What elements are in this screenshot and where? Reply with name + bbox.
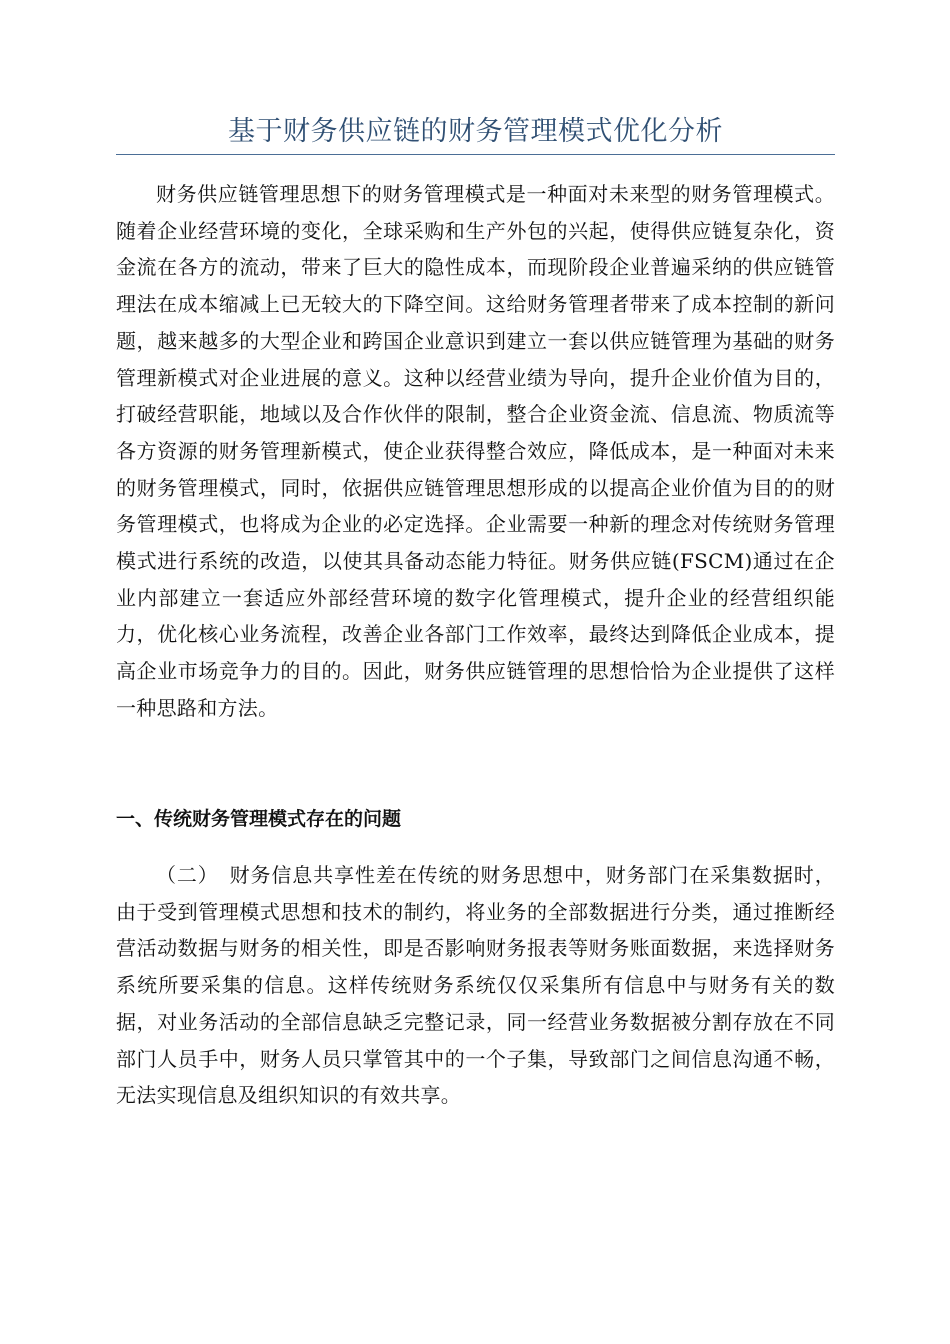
section-heading: 一、传统财务管理模式存在的问题 [116, 808, 402, 830]
title-underline-divider [116, 154, 835, 155]
intro-paragraph: 财务供应链管理思想下的财务管理模式是一种面对未来型的财务管理模式。随着企业经营环境的变化，全球采购和生产外包的兴起，使得供应链复杂化，资金流在各方的流动，带来了巨大的隐性成本，而现阶段企业普遍采纳的供应链管理法在成本缩减上已无较大的下降空间。这给财务管理者带来了成本控制的新问题，越来越多的大型企业和跨国企业意识到建立一套以供应链管理为基础的财务管理新模式对企业进展的意义。这种以经营业绩为导向，提升企业价值为目的，打破经营职能，地域以及合作伙伴的限制，整合企业资金流、信息流、物质流等各方资源的财务管理新模式，使企业获得整合效应，降低成本，是一种面对未来的财务管理模式，同时，依据供应链管理思想形成的以提高企业价值为目的的财务管理模式，也将成为企业的必定选择。企业需要一种新的理念对传统财务管理模式进行系统的改造，以使其具备动态能力特征。财务供应链(FSCM)通过在企业内部建立一套适应外部经营环境的数字化管理模式，提升企业的经营组织能力，优化核心业务流程，改善企业各部门工作效率，最终达到降低企业成本，提高企业市场竞争力的目的。因此，财务供应链管理的思想恰恰为企业提供了这样一种思路和方法。 [116, 182, 835, 720]
document-title: 基于财务供应链的财务管理模式优化分析 [228, 116, 723, 147]
section-paragraph: （二） 财务信息共享性差在传统的财务思想中，财务部门在采集数据时，由于受到管理模式思想和技术的制约，将业务的全部数据进行分类，通过推断经营活动数据与财务的相关性，即是否影响财务报表等财务账面数据，来选择财务系统所要采集的信息。这样传统财务系统仅仅采集所有信息中与财务有关的数据，对业务活动的全部信息缺乏完整记录，同一经营业务数据被分割存放在不同部门人员手中，财务人员只掌管其中的一个子集，导致部门之间信息沟通不畅，无法实现信息及组织知识的有效共享。 [116, 863, 835, 1108]
